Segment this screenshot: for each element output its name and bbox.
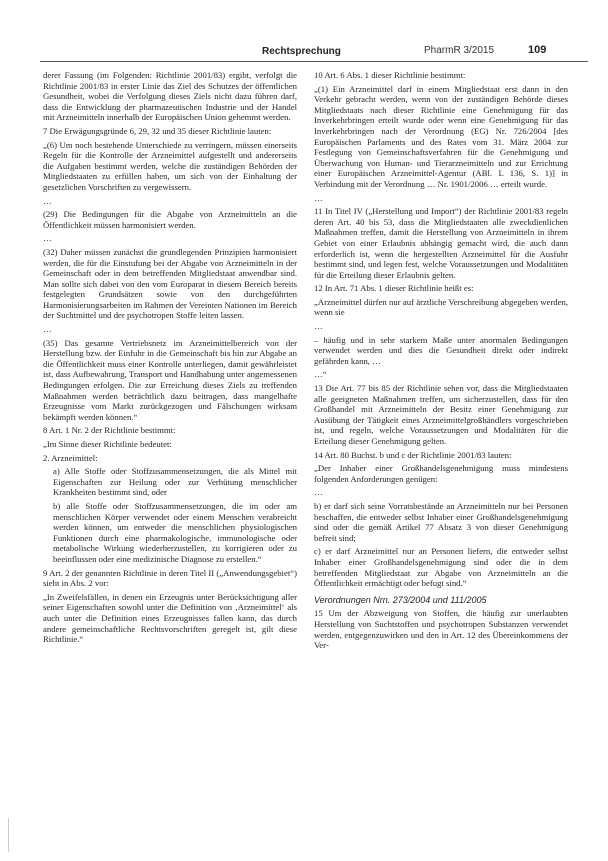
ellipsis: …: [43, 324, 52, 335]
quote-paragraph: „(6) Um noch bestehende Unterschiede zu verringern, müssen einerseits Regeln für die Kontrolle der Arzneimittel aufgestellt und andererseits die Aufgaben bestimmt werden, welche die zuständigen Behörden der Mitgliedstaaten zu erfüllen haben, um sich von der Einhaltung der gesetzlichen Vorschriften zu vergewissern.: [43, 139, 297, 192]
paragraph: derer Fassung (im Folgenden: Richtlinie 2001/83) ergibt, verfolgt die Richtlinie 2001/83 in erster Linie das Ziel des Schutzes der öffentlichen Gesundheit, wobei die Verfolgung dieses Ziels nicht dazu führen darf, dass die Entwicklung der pharmazeutischen Industrie und der Handel mit Arzneimitteln innerhalb der Europäischen Union gehemmt werden.: [43, 70, 297, 123]
margin-mark: [8, 818, 17, 852]
paragraph: 12 In Art. 71 Abs. 1 dieser Richtlinie heißt es:: [314, 283, 474, 294]
paragraph: 11 In Titel IV („Herstellung und Import“) der Richtlinie 2001/83 regeln deren Art. 40 bis 53, dass die Mitgliedstaaten alle zweckdienlichen Maßnahmen treffen, damit die Herstellung von Arzneimitteln in ihrem Gebiet von einer Erlaubnis abhängig gemacht wird, die auch dann erforderlich ist, wenn die hergestellten Arzneimittel für die Ausfuhr bestimmt sind, und legen fest, welche Voraussetzungen und Modalitäten für die Erteilung dieser Erlaubnis gelten.: [314, 206, 568, 280]
paragraph: 10 Art. 6 Abs. 1 dieser Richtlinie bestimmt:: [314, 70, 466, 80]
page-header: [0, 0, 608, 64]
paragraph: 8 Art. 1 Nr. 2 der Richtlinie bestimmt:: [43, 425, 176, 436]
paragraph: 15 Um der Abzweigung von Stoffen, die häufig zur unerlaubten Herstellung von Suchtstoffen und psychotropen Substanzen verwendet werden, entgegenzuwirken und den in Art. 12 des Übereinkommens der Ver-: [314, 608, 568, 651]
left-column: [43, 70, 297, 648]
quote-item: c) er darf Arzneimittel nur an Personen liefern, die entweder selbst Inhaber einer Großhandelsgenehmigung sind oder die in dem betreffenden Mitgliedstaat zur Abgabe von Arzneimitteln an die Öffentlichkeit ermächtigt oder befugt sind.“: [314, 546, 568, 589]
definition-item: b) alle Stoffe oder Stoffzusammensetzungen, die im oder am menschlichen Körper verwendet oder einem Menschen verabreicht werden können, um entweder die menschlichen physiologischen Funktionen durch eine pharmakologische, immunologische oder metabolische Wirkung wiederherzustellen, zu korrigieren oder zu beeinflussen oder eine medizinische Diagnose zu erstellen.“: [53, 500, 297, 564]
ellipsis: …: [314, 487, 323, 498]
page-number: 109: [528, 44, 547, 56]
ellipsis: …: [43, 195, 52, 206]
quote-paragraph: „In Zweifelsfällen, in denen ein Erzeugnis unter Berücksichtigung aller seiner Eigenschaften sowohl unter die Definition von ‚Arzneimittel‘ als auch unter die Definition eines Erzeugnisses fallen kann, das durch andere gemeinschaftliche Rechtsvorschriften geregelt ist, gilt diese Richtlinie.“: [43, 591, 297, 645]
section-title: Rechtsprechung: [262, 46, 341, 57]
quote-paragraph: „Arzneimittel dürfen nur auf ärztliche Verschreibung abgegeben werden, wenn sie: [314, 296, 568, 318]
paragraph: 9 Art. 2 der genannten Richtlinie in deren Titel II („Anwendungsgebiet“) sieht in Abs. 2 vor:: [43, 567, 297, 589]
section-subheading: Verordnungen Nrn. 273/2004 und 111/2005: [314, 594, 487, 605]
quote-paragraph: (32) Daher müssen zunächst die grundlegenden Prinzipien harmonisiert werden, die für die Einstufung bei der Abgabe von Arzneimitteln in der Gemeinschaft oder in dem betreffenden Mitgliedstaat anwendbar sind. Man sollte sich dabei von den vom Europarat in diesem Bereich bereits festgelegten Grundsätzen sowie von den durchgeführten Harmonisierungsarbeiten im Rahmen der Vereinten Nationen im Bereich der Suchtmittel und der psychotropen Stoffe leiten lassen.: [43, 246, 297, 321]
paragraph: 13 Die Art. 77 bis 85 der Richtlinie sehen vor, dass die Mitgliedstaaten alle geeigneten Maßnahmen treffen, um sicherzustellen, dass für den Großhandel mit Arzneimitteln der Besitz einer Genehmigung zur Ausübung der Tätigkeit eines Arzneimittelgroßhändlers vorgeschrieben ist, und regeln, welche Voraussetzungen und Modalitäten für die Erteilung dieser Genehmigung gelten.: [314, 383, 568, 446]
ellipsis: …“: [314, 369, 327, 380]
quote-paragraph: (29) Die Bedingungen für die Abgabe von Arzneimitteln an die Öffentlichkeit müssen harmonisiert werden.: [43, 209, 297, 230]
quote-paragraph: „(1) Ein Arzneimittel darf in einem Mitgliedstaat erst dann in den Verkehr gebracht werden, wenn von der zuständigen Behörde dieses Mitgliedstaats nach dieser Richtlinie eine Genehmigung für das Inverkehrbringen erteilt wurde oder wenn eine Genehmigung für das Inverkehrbringen nach der Verordnung (EG) Nr. 726/2004 [des Europäischen Parlaments und des Rates vom 31. März 2004 zur Festlegung von Gemeinschaftsverfahren für die Genehmigung und Überwachung von Human- und Tierarzneimitteln und zur Errichtung einer Europäischen Arzneimittel-Agentur (ABl. L 136, S. 1)] in Verbindung mit der Verordnung … Nr. 1901/2006 … erteilt wurde.: [314, 83, 568, 189]
ellipsis: …: [43, 233, 52, 244]
right-column: [314, 70, 568, 654]
definition-heading: 2. Arzneimittel:: [43, 452, 98, 463]
definition-item: a) Alle Stoffe oder Stoffzusammensetzungen, die als Mittel mit Eigenschaften zur Heilung oder zur Verhütung menschlicher Krankheiten bestimmt sind, oder: [53, 466, 297, 498]
quote-item: b) er darf sich seine Vorratsbestände an Arzneimitteln nur bei Personen beschaffen, die entweder selbst Inhaber einer Großhandelsgenehmigung sind oder die gemäß Artikel 77 Absatz 3 von dieser Genehmigung befreit sind;: [314, 500, 568, 543]
paragraph: 14 Art. 80 Buchst. b und c der Richtlinie 2001/83 lauten:: [314, 449, 512, 460]
quote-paragraph: (35) Das gesamte Vertriebsnetz im Arzneimittelbereich von der Herstellung bzw. der Einfuhr in die Gemeinschaft bis hin zur Abgabe an die Öffentlichkeit muss einer Kontrolle unterliegen, damit gewährleistet ist, dass Aufbewahrung, Transport und Handhabung unter angemessenen Bedingungen erfolgen. Die zur Erreichung dieses Ziels zu treffenden Maßnahmen werden beträchtlich dazu beitragen, dass mangelhafte Erzeugnisse vom Markt zurückgezogen und Fälschungen wirksam bekämpft werden können.“: [43, 337, 297, 422]
paragraph: 7 Die Erwägungsgründe 6, 29, 32 und 35 dieser Richtlinie lauten:: [43, 125, 272, 136]
ellipsis: …: [314, 321, 323, 332]
quote-paragraph: „Im Sinne dieser Richtlinie bedeutet:: [43, 439, 172, 449]
journal-reference: PharmR 3/2015: [424, 45, 495, 56]
quote-paragraph: – häufig und in sehr starkem Maße unter anormalen Bedingungen verwendet werden und dies die Gesundheit direkt oder indirekt gefährden kann, …: [314, 334, 568, 366]
ellipsis: …: [314, 192, 323, 203]
quote-paragraph: „Der Inhaber einer Großhandelsgenehmigung muss mindestens folgenden Anforderungen genügen:: [314, 463, 568, 484]
header-rule: [40, 61, 588, 62]
